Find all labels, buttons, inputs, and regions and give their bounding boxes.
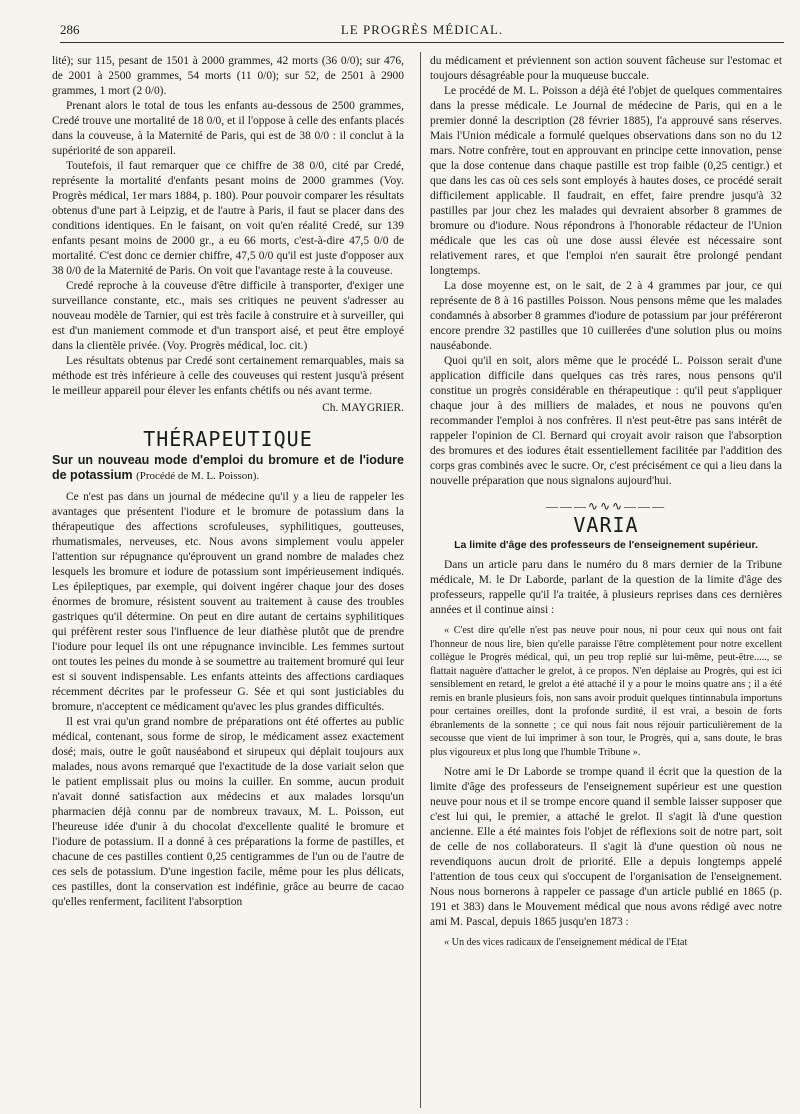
paragraph: lité); sur 115, pesant de 1501 à 2000 grammes, 42 morts (36 0/0); sur 476, de 2001 à 2500 grammes, 54 morts (11 0/0); sur 52, de 2501 à 2900 grammes, 1 mort (2 0/0). bbox=[52, 55, 404, 97]
block-quote: « Un des vices radicaux de l'enseignement médical de l'Etat bbox=[444, 937, 688, 948]
article-subtitle: La limite d'âge des professeurs de l'enseignement supérieur. bbox=[454, 539, 758, 551]
paragraph: La dose moyenne est, on le sait, de 2 à 4 grammes par jour, ce qui représente de 8 à 16 pastilles Poisson. Nous pensons même que les malades condamnés à absorber 8 grammes d'iodure de potassium par jour préféreront encore prendre 32 pastilles que 10 cuillerées d'une solution plus ou moins nauséabonde. bbox=[430, 280, 782, 352]
paragraph: Les résultats obtenus par Credé sont certainement remarquables, mais sa méthode est très inférieure à celle des couveuses qui restent jusqu'à présent le meilleur appareil pour élever les enfants chétifs ou nés avant terme. bbox=[52, 355, 404, 397]
article-title-text: Sur un nouveau mode d'emploi du bromure et de l'iodure de potassium bbox=[52, 453, 404, 482]
section-title-varia: VARIA bbox=[573, 513, 639, 537]
article-title bbox=[52, 453, 404, 484]
paragraph: du médicament et préviennent son action souvent fâcheuse sur l'estomac et toujours désagréable pour la muqueuse buccale. bbox=[430, 55, 782, 82]
column-divider bbox=[420, 52, 421, 1108]
page-header bbox=[60, 20, 784, 43]
paragraph: Quoi qu'il en soit, alors même que le procédé L. Poisson serait d'une application difficile dans quelques cas très rares, nous pensons qu'il constitue un progrès considérable en thérapeutique : qu'il peut s'appliquer chaque jour à des milliers de malades, et nous ne pouvons qu'en recommander l'emploi à nos confrères. Il n'est peut-être pas sans intérêt de rappeler l'opinion de Cl. Bernard qui croyait avoir raison que l'absorption des bromures et des iodures était essentiellement facilitée par l'addition des corps gras combinés avec le sucre. Or, c'est précisément ce qui a lieu dans la nouvelle préparation que nous signalons aujourd'hui. bbox=[430, 355, 782, 487]
paragraph: Credé reproche à la couveuse d'être difficile à transporter, d'exiger une surveillance constante, etc., mais ses critiques ne peuvent s'adresser au nouveau modèle de Tarnier, qui est très facile à construire et à surveiller, qui est d'un maniement commode et d'un transport aisé, et peut être employé dans la clientèle privée. (Voy. Progrès médical, loc. cit.) bbox=[52, 280, 404, 352]
paragraph: Prenant alors le total de tous les enfants au-dessous de 2500 grammes, Credé trouve une mortalité de 18 0/0, et il l'oppose à celle des enfants placés dans la couveuse, à la Maternité de Paris, qui est de 38 0/0 : il conclut à la supériorité de son appareil. bbox=[52, 100, 404, 157]
paragraph: Toutefois, il faut remarquer que ce chiffre de 38 0/0, cité par Credé, représente la mortalité d'enfants pesant moins de 2000 grammes (Voy. Progrès médical, 1er mars 1884, p. 180). Pour pouvoir comparer les résultats obtenus d'une part à Leipzig, et de l'autre à Paris, il faut se placer dans des conditions identiques. En le faisant, on voit qu'en réalité Credé, sur 139 enfants pesant moins de 2000 gr., a eu 66 morts, c'est-à-dire 47,5 0/0 de mortalité. C'est donc ce dernier chiffre, 47,5 0/0 qu'il est juste d'opposer aux 38 0/0 de la Maternité de Paris. On voit que l'avantage reste à la couveuse. bbox=[52, 160, 404, 277]
right-column bbox=[430, 54, 782, 1106]
section-title-therapeutique: THÉRAPEUTIQUE bbox=[143, 427, 313, 451]
page-number: 286 bbox=[60, 22, 80, 37]
paragraph: Dans un article paru dans le numéro du 8 mars dernier de la Tribune médicale, M. le Dr Laborde, parlant de la question de la limite d'âge des professeurs, rappelle qu'il l'a traitée, à plusieurs reprises dans ces dernières années et il continue ainsi : bbox=[430, 559, 782, 616]
paragraph: Il est vrai qu'un grand nombre de préparations ont été offertes au public médical, contenant, sous forme de sirop, le médicament assez exactement dosé; mais, outre le goût nauséabond et sirupeux qui déplait toujours aux malades, nous avons remarqué que l'exactitude de la dose variait selon que le patient emplissait plus ou moins la cuiller. En somme, aucun produit n'avait donné satisfaction aux médecins et aux malades lorsqu'un pharmacien déjà connu par de nombreux travaux, M. L. Poisson, eut l'heureuse idée d'unir à du chocolat d'excellente qualité le bromure et l'iodure de potassium. Il a donné à ces préparations la forme de pastilles, et chacune de ces pastilles contient 0,25 centigrammes de l'un ou de l'autre de ces sels de potassium. D'une ingestion facile, même pour les plus délicats, ces pastilles, dont la conservation est indéfinie, grâce au beurre de cacao qu'elles renferment, facilitent l'absorption bbox=[52, 716, 404, 908]
author-signature: Ch. MAYGRIER. bbox=[322, 402, 404, 414]
block-quote: « C'est dire qu'elle n'est pas neuve pour nous, ni pour ceux qui nous ont fait l'honneur de nous lire, bien qu'elle paraisse l'être complètement pour notre excellent collègue le Progrès médical, qui, un peu trop replié sur lui-même, peut-être....., se flattait naguère d'attacher le grelot, à ce propos. N'en déplaise au Progrès, qui est ici sensiblement en retard, le grelot a été attaché il y a pour le moins quatre ans ; il a été remis en branle plusieurs fois, non sans avoir produit quelques tintinnabula importuns pour certaines oreilles, dont la profonde surdité, il est vrai, a besoin de forts ébranlements de la sonnette ; ce qui nous fait nous réjouir particulièrement de la secousse que vient de lui imprimer à son tour, le Progrès, qui a, sans doute, le bras plus vigoureux et plus long que l'humble Tribune ». bbox=[430, 625, 782, 758]
paragraph: Notre ami le Dr Laborde se trompe quand il écrit que la question de la limite d'âge des professeurs de l'enseignement supérieur est une question neuve pour nous et il se trompe encore quand il semble laisser supposer que c'est lui qui, le premier, a attaché le grelot. Il s'agit là d'une question ancienne. Elle a été maintes fois l'objet de réflexions soit de notre part, soit de celle de nos collaborateurs. Il s'agit là d'une question où nous ne revendiquons aucun droit de priorité. Elle a depuis longtemps appelé l'attention de tous ceux qui s'occupent de l'organisation de l'enseignement. Nous nous bornerons à rappeler ce passage d'un article publié en 1865 (p. 191 et 383) dans le Mouvement médical que nous avons rédigé avec notre ami M. Pascal, depuis 1865 jusqu'en 1873 : bbox=[430, 766, 782, 928]
paragraph: Ce n'est pas dans un journal de médecine qu'il y a lieu de rappeler les avantages que présentent l'iodure et le bromure de potassium dans la thérapeutique des affections scrofuleuses, syphilitiques, goutteuses, rhumatismales, nerveuses, etc. Nous avons simplement voulu appeler l'attention sur répugnance qu'éprouvent un grand nombre de malades chez lesquels les bromure et iodure de potassium sont impérieusement indiqués. Les épileptiques, par exemple, qui doivent ingérer chaque jour des doses énormes de bromure, résistent souvent au traitement à cause des troubles gastriques qu'il détermine. On peut en dire autant de certains syphilitiques qui préfèrent rester sous l'influence de leur diathèse plutôt que de prendre l'iodure pour lequel ils ont une répugnance invincible. Les femmes surtout ont toutes les peines du monde à se soumettre au traitement bromuré qui leur est si souvent indispensable. Les enfants atteints des affections cardiaques récemment décrites par le professeur G. Sée et qui sont justiciables du bromure, n'acceptent ce médicament qu'avec les plus grandes difficultés. bbox=[52, 491, 404, 713]
running-title: LE PROGRÈS MÉDICAL. bbox=[340, 22, 504, 37]
left-column bbox=[52, 54, 404, 1106]
article-byline: (Procédé de M. L. Poisson). bbox=[136, 470, 260, 482]
section-ornament: ———∿∿∿——— bbox=[545, 499, 667, 513]
paragraph: Le procédé de M. L. Poisson a déjà été l'objet de quelques commentaires dans la presse médicale. Le Journal de médecine de Paris, qui en a le premier donné la description (28 février 1885), l'a approuvé sans réserves. Mais l'Union médicale a formulé quelques observations dans son no du 12 mars. Notre confrère, tout en approuvant en principe cette innovation, pense que la dose contenue dans chaque pastille est trop faible (0,25 centigr.) et que dans les cas où ces sels sont employés à hautes doses, ce procédé serait difficilement applicable. Il faudrait, en effet, faire prendre jusqu'à 32 pastilles par jour chez les malades qui devraient absorber 8 grammes de bromure ou d'iodure. Nous répondrons à l'honorable rédacteur de l'Union médicale que les cas où une dose aussi élevée est nécessaire sont relativement rares, et que l'emploi n'en saurait être prolongé pendant longtemps. bbox=[430, 85, 782, 277]
